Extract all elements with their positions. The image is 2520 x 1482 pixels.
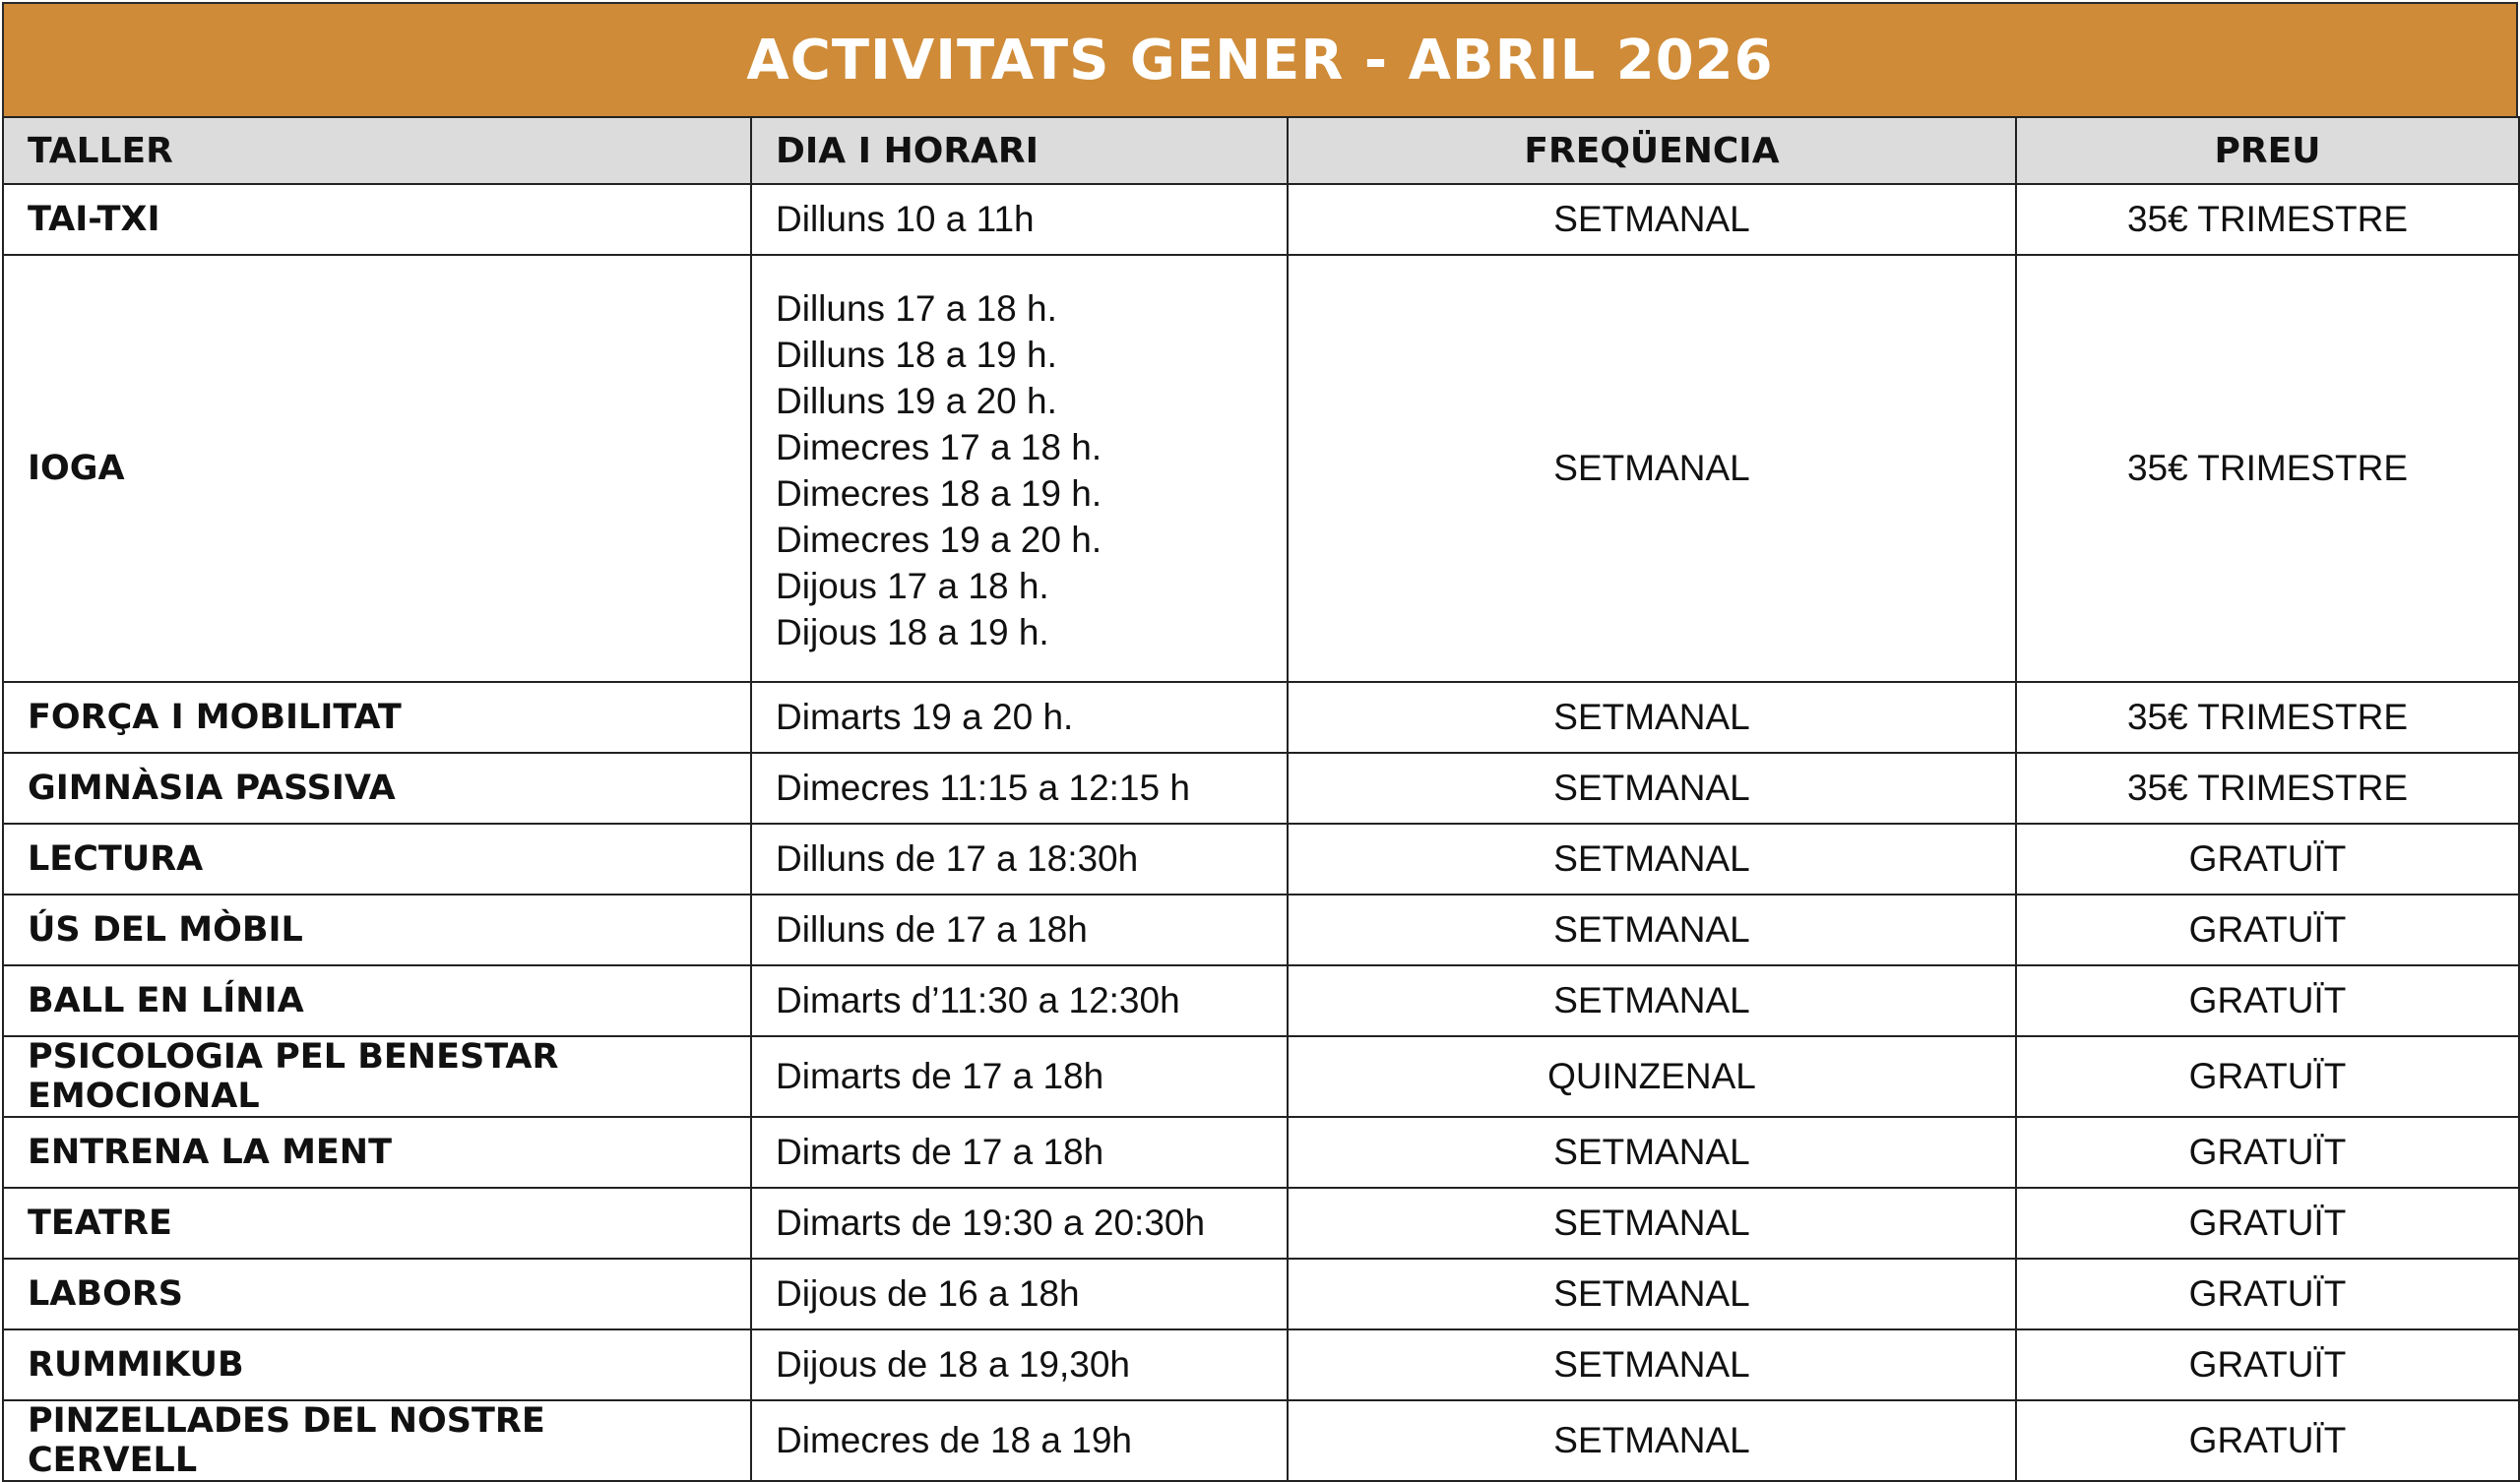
table-row: [3, 753, 2519, 824]
table-row: [3, 824, 2519, 895]
cell-dia-horari: [751, 682, 1288, 753]
cell-frequencia: SETMANAL: [1288, 1117, 2016, 1188]
table-header-row: [3, 117, 2519, 184]
cell-taller: IOGA: [3, 255, 751, 682]
cell-frequencia: SETMANAL: [1288, 965, 2016, 1036]
horari-line: Dimecres 17 a 18 h.: [776, 427, 1102, 467]
table-row: [3, 895, 2519, 965]
horari-line: Dimarts de 17 a 18h: [776, 1056, 1104, 1096]
cell-taller: LECTURA: [3, 824, 751, 895]
horari-line: Dijous de 18 a 19,30h: [776, 1344, 1130, 1385]
cell-taller: LABORS: [3, 1259, 751, 1329]
cell-taller: BALL EN LÍNIA: [3, 965, 751, 1036]
cell-preu: GRATUÏT: [2016, 824, 2519, 895]
cell-dia-horari: [751, 184, 1288, 255]
cell-taller: TEATRE: [3, 1188, 751, 1259]
horari-line: Dimecres 19 a 20 h.: [776, 520, 1102, 560]
table-row: [3, 682, 2519, 753]
horari-line: Dimarts d’11:30 a 12:30h: [776, 980, 1180, 1020]
cell-dia-horari: [751, 895, 1288, 965]
table-row: [3, 1400, 2519, 1481]
table-body: [3, 184, 2519, 1481]
cell-dia-horari: [751, 1117, 1288, 1188]
table-row: [3, 1329, 2519, 1400]
cell-taller: TAI-TXI: [3, 184, 751, 255]
cell-preu: GRATUÏT: [2016, 1188, 2519, 1259]
horari-line: Dimecres 11:15 a 12:15 h: [776, 768, 1190, 808]
horari-line: Dijous de 16 a 18h: [776, 1273, 1080, 1314]
table-row: [3, 1117, 2519, 1188]
cell-frequencia: SETMANAL: [1288, 184, 2016, 255]
cell-dia-horari: [751, 965, 1288, 1036]
table-row: [3, 1036, 2519, 1117]
horari-line: Dimarts 19 a 20 h.: [776, 697, 1074, 737]
cell-dia-horari: [751, 1259, 1288, 1329]
cell-dia-horari: [751, 753, 1288, 824]
activities-sheet: [2, 2, 2518, 1482]
activities-table: [2, 116, 2520, 1482]
cell-taller: PSICOLOGIA PEL BENESTAR EMOCIONAL: [3, 1036, 751, 1117]
cell-dia-horari: [751, 1036, 1288, 1117]
cell-frequencia: SETMANAL: [1288, 753, 2016, 824]
cell-frequencia: SETMANAL: [1288, 682, 2016, 753]
horari-line: Dimarts de 17 a 18h: [776, 1132, 1104, 1172]
page-title: ACTIVITATS GENER - ABRIL 2026: [746, 28, 1774, 93]
cell-preu: GRATUÏT: [2016, 965, 2519, 1036]
horari-line: Dijous 18 a 19 h.: [776, 612, 1049, 652]
cell-taller: ÚS DEL MÒBIL: [3, 895, 751, 965]
cell-taller: FORÇA I MOBILITAT: [3, 682, 751, 753]
cell-dia-horari: [751, 255, 1288, 682]
table-row: [3, 255, 2519, 682]
horari-line: Dimecres 18 a 19 h.: [776, 473, 1102, 514]
cell-dia-horari: [751, 1400, 1288, 1481]
cell-preu: GRATUÏT: [2016, 1329, 2519, 1400]
horari-line: Dilluns 18 a 19 h.: [776, 335, 1057, 375]
cell-frequencia: SETMANAL: [1288, 1329, 2016, 1400]
header-taller: TALLER: [3, 117, 751, 184]
table-row: [3, 184, 2519, 255]
cell-taller: PINZELLADES DEL NOSTRE CERVELL: [3, 1400, 751, 1481]
cell-frequencia: SETMANAL: [1288, 1259, 2016, 1329]
cell-preu: 35€ TRIMESTRE: [2016, 753, 2519, 824]
cell-preu: GRATUÏT: [2016, 1117, 2519, 1188]
title-banner: [2, 2, 2518, 118]
cell-preu: GRATUÏT: [2016, 1400, 2519, 1481]
horari-line: Dilluns de 17 a 18h: [776, 909, 1088, 950]
horari-line: Dilluns de 17 a 18:30h: [776, 838, 1139, 879]
cell-preu: 35€ TRIMESTRE: [2016, 682, 2519, 753]
header-dia-horari: DIA I HORARI: [751, 117, 1288, 184]
horari-line: Dilluns 17 a 18 h.: [776, 288, 1057, 329]
cell-taller: RUMMIKUB: [3, 1329, 751, 1400]
horari-line: Dimecres de 18 a 19h: [776, 1420, 1132, 1460]
cell-preu: GRATUÏT: [2016, 1036, 2519, 1117]
horari-line: Dimarts de 19:30 a 20:30h: [776, 1203, 1206, 1243]
horari-line: Dilluns 19 a 20 h.: [776, 381, 1057, 421]
cell-taller: GIMNÀSIA PASSIVA: [3, 753, 751, 824]
cell-preu: GRATUÏT: [2016, 1259, 2519, 1329]
cell-frequencia: QUINZENAL: [1288, 1036, 2016, 1117]
cell-taller: ENTRENA LA MENT: [3, 1117, 751, 1188]
cell-frequencia: SETMANAL: [1288, 824, 2016, 895]
cell-frequencia: SETMANAL: [1288, 255, 2016, 682]
cell-dia-horari: [751, 1188, 1288, 1259]
cell-preu: GRATUÏT: [2016, 895, 2519, 965]
header-preu: PREU: [2016, 117, 2519, 184]
cell-dia-horari: [751, 824, 1288, 895]
cell-frequencia: SETMANAL: [1288, 1400, 2016, 1481]
cell-preu: 35€ TRIMESTRE: [2016, 255, 2519, 682]
horari-line: Dijous 17 a 18 h.: [776, 566, 1049, 606]
cell-preu: 35€ TRIMESTRE: [2016, 184, 2519, 255]
header-frequencia: FREQÜENCIA: [1288, 117, 2016, 184]
table-row: [3, 1259, 2519, 1329]
cell-frequencia: SETMANAL: [1288, 895, 2016, 965]
table-row: [3, 965, 2519, 1036]
table-row: [3, 1188, 2519, 1259]
cell-frequencia: SETMANAL: [1288, 1188, 2016, 1259]
cell-dia-horari: [751, 1329, 1288, 1400]
horari-line: Dilluns 10 a 11h: [776, 199, 1035, 239]
